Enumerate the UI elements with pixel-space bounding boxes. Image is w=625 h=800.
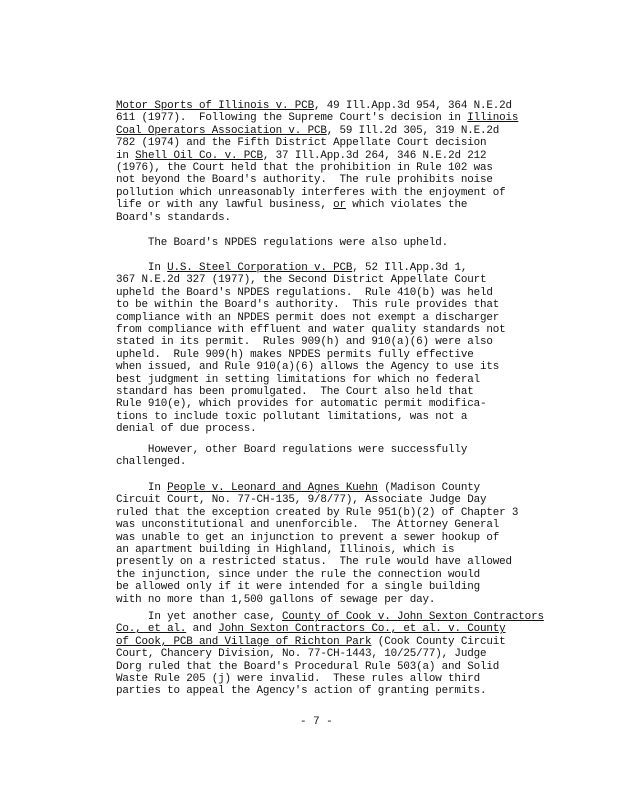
text-run: Waste Rule 205 (j) were invalid. These rules allow third xyxy=(116,672,480,685)
text-run: an apartment building in Highland, Illinois, which is xyxy=(116,543,455,556)
underlined-citation: Illinois xyxy=(467,112,519,125)
text-line xyxy=(116,636,576,648)
text-run: upheld. Rule 909(h) makes NPDES permits fully effective xyxy=(116,348,474,361)
text-line xyxy=(116,507,576,519)
text-line xyxy=(116,212,576,224)
paragraph-motor-sports xyxy=(116,100,576,224)
text-run: challenged. xyxy=(116,456,187,469)
text-line xyxy=(116,361,576,373)
text-run: was unconstitutional and unenforcible. The Attorney General xyxy=(116,519,500,532)
text-line xyxy=(116,482,576,494)
text-line xyxy=(116,112,576,124)
text-run: presently on a restricted status. The rule would have allowed xyxy=(116,556,512,569)
text-run: 611 (1977). Following the Supreme Court's decision in xyxy=(116,112,468,125)
underlined-citation: or xyxy=(333,199,346,212)
underlined-citation: John Sexton Contractors Co., et al. v. County xyxy=(218,623,506,636)
text-run: The Board's NPDES regulations were also upheld. xyxy=(116,237,449,249)
text-line xyxy=(116,648,576,660)
text-line xyxy=(116,349,576,361)
text-run: when issued, and Rule 910(a)(6) allows the Agency to use its xyxy=(116,361,500,374)
text-run: , 52 Ill.App.3d 1, xyxy=(352,262,468,274)
text-line xyxy=(116,174,576,186)
text-line xyxy=(116,494,576,506)
text-run: with no more than 1,500 gallons of sewage per day. xyxy=(116,593,436,606)
text-line xyxy=(116,237,576,249)
text-run: and xyxy=(186,623,219,636)
text-run: Court, Chancery Division, No. 77-CH-1443, 10/25/77), Judge xyxy=(116,648,487,661)
text-line xyxy=(116,661,576,673)
text-run: In yet another case, xyxy=(116,611,283,623)
text-line xyxy=(116,532,576,544)
text-run: However, other Board regulations were successfully xyxy=(116,444,468,456)
underlined-citation: People v. Leonard and Agnes Kuehn xyxy=(167,482,378,494)
text-line xyxy=(116,199,576,211)
text-run: Circuit Court, No. 77-CH-135, 9/8/77), Associate Judge Day xyxy=(116,494,487,507)
text-run: Board's standards. xyxy=(116,211,231,224)
text-run: standard has been promulgated. The Court also held that xyxy=(116,385,474,398)
text-run: (1976), the Court held that the prohibition in Rule 102 was xyxy=(116,161,493,174)
text-run: Rule 910(e), which provides for automatic permit modifica- xyxy=(116,398,487,411)
text-run: parties to appeal the Agency's action of granting permits. xyxy=(116,685,487,698)
text-run: Dorg ruled that the Board's Procedural Rule 503(a) and Solid xyxy=(116,660,500,673)
text-line xyxy=(116,444,576,456)
text-line xyxy=(116,456,576,468)
underlined-citation: Shell Oil Co. v. PCB xyxy=(135,149,263,162)
underlined-citation: Motor Sports of Illinois v. PCB xyxy=(116,100,314,112)
text-run: pollution which unreasonably interferes with the enjoyment of xyxy=(116,186,506,199)
text-line xyxy=(116,556,576,568)
text-line xyxy=(116,336,576,348)
text-line xyxy=(116,398,576,410)
text-run: , 37 Ill.App.3d 264, 346 N.E.2d 212 xyxy=(262,149,487,162)
text-run: 367 N.E.2d 327 (1977), the Second District Appellate Court xyxy=(116,274,487,287)
text-run: ruled that the exception created by Rule 951(b)(2) of Chapter 3 xyxy=(116,506,519,519)
text-line xyxy=(116,150,576,162)
text-run: from compliance with effluent and water quality standards not xyxy=(116,323,506,336)
text-run: , 59 Ill.2d 305, 319 N.E.2d xyxy=(326,124,500,137)
text-line xyxy=(116,423,576,435)
text-run: 782 (1974) and the Fifth District Appellate Court decision xyxy=(116,137,487,150)
text-line xyxy=(116,569,576,581)
text-line xyxy=(116,519,576,531)
text-run: denial of due process. xyxy=(116,423,257,436)
underlined-citation: U.S. Steel Corporation v. PCB xyxy=(167,262,353,274)
paragraph-other-regulations xyxy=(116,444,576,469)
text-run: which violates the xyxy=(345,199,468,212)
text-line xyxy=(116,187,576,199)
text-line xyxy=(116,386,576,398)
text-run: be allowed only if it were intended for a single building xyxy=(116,581,480,594)
text-line xyxy=(116,673,576,685)
text-line xyxy=(116,287,576,299)
text-run: the injunction, since under the rule the connection would xyxy=(116,568,480,581)
text-run: (Madison County xyxy=(377,482,480,494)
paragraph-county-of-cook xyxy=(116,611,576,698)
text-run: was unable to get an injunction to prevent a sewer hookup of xyxy=(116,531,500,544)
text-line xyxy=(116,125,576,137)
text-line xyxy=(116,594,576,606)
text-line xyxy=(116,274,576,286)
text-run: to be within the Board's authority. This rule provides that xyxy=(116,299,500,312)
text-line xyxy=(116,581,576,593)
text-run: life or with any lawful business, xyxy=(116,199,334,212)
text-run: compliance with an NPDES permit does not exempt a discharger xyxy=(116,311,500,324)
text-run: upheld the Board's NPDES regulations. Rule 410(b) was held xyxy=(116,286,493,299)
underlined-citation: of Cook, PCB and Village of Richton Park xyxy=(116,635,372,648)
text-line xyxy=(116,685,576,697)
text-run: In xyxy=(116,262,168,274)
text-line xyxy=(116,137,576,149)
text-run: In xyxy=(116,482,168,494)
underlined-citation: Co., et al. xyxy=(116,623,187,636)
underlined-citation: Coal Operators Association v. PCB xyxy=(116,124,327,137)
text-line xyxy=(116,374,576,386)
text-run: (Cook County Circuit xyxy=(371,635,506,648)
text-line xyxy=(116,544,576,556)
text-line xyxy=(116,611,576,623)
paragraph-us-steel xyxy=(116,262,576,435)
paragraph-npdes-upheld xyxy=(116,237,576,249)
text-line xyxy=(116,623,576,635)
page-number: - 7 - xyxy=(300,716,333,728)
text-line xyxy=(116,411,576,423)
text-run: , 49 Ill.App.3d 954, 364 N.E.2d xyxy=(313,100,512,112)
text-run: tions to include toxic pollutant limitations, was not a xyxy=(116,410,468,423)
text-line xyxy=(116,100,576,112)
underlined-citation: County of Cook v. John Sexton Contractors xyxy=(282,611,544,623)
text-line xyxy=(116,324,576,336)
text-run: in xyxy=(116,149,136,162)
text-line xyxy=(116,312,576,324)
text-line xyxy=(116,299,576,311)
text-run: stated in its permit. Rules 909(h) and 910(a)(6) were also xyxy=(116,336,493,349)
paragraph-people-v-kuehn xyxy=(116,482,576,606)
text-run: not beyond the Board's authority. The rule prohibits noise xyxy=(116,174,493,187)
text-line xyxy=(116,262,576,274)
text-run: best judgment in setting limitations for which no federal xyxy=(116,373,480,386)
text-line xyxy=(116,162,576,174)
